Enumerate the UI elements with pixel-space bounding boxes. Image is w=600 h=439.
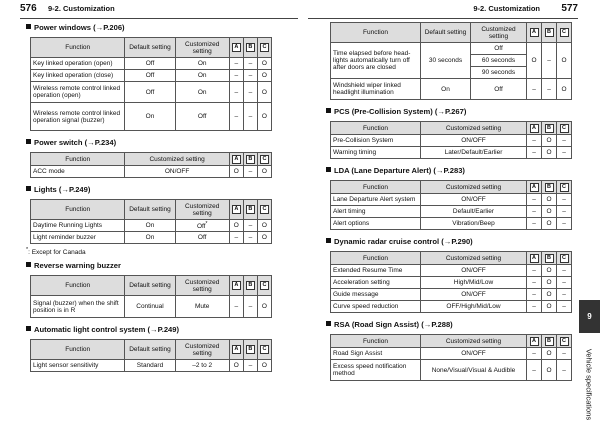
a-box-icon: A <box>232 281 241 290</box>
section-title: Dynamic radar cruise control (→P.290) <box>326 236 571 248</box>
table-header-row: Function Customized setting A B C <box>31 153 272 166</box>
a-box-icon: A <box>530 124 539 133</box>
a-box-icon: A <box>232 43 241 52</box>
table-row: Light reminder buzzer On Off – – O <box>31 232 272 244</box>
chapter-side-tab <box>579 300 600 439</box>
table-row: Pre-Collision System ON/OFF – O – <box>331 135 572 147</box>
power-windows-table <box>30 37 272 131</box>
c-box-icon: C <box>560 28 569 37</box>
table-row: Road Sign Assist ON/OFF – O – <box>331 348 572 360</box>
square-bullet-icon <box>26 139 31 144</box>
auto-light-table <box>30 339 272 372</box>
chapter-title: 9-2. Customization <box>473 4 540 13</box>
square-bullet-icon <box>326 108 331 113</box>
b-box-icon: B <box>246 155 255 164</box>
right-column <box>330 22 571 387</box>
b-box-icon: B <box>246 281 255 290</box>
c-box-icon: C <box>560 124 569 133</box>
headlights-table <box>330 22 572 100</box>
section-title: RSA (Road Sign Assist) (→P.288) <box>326 319 571 331</box>
table-row: Wireless remote control linked operation (open) Off On – – O <box>31 82 272 103</box>
chapter-title: 9-2. Customization <box>48 4 115 13</box>
right-page-header <box>308 0 578 19</box>
table-row: Time elapsed before head-lights automatically turn off after doors are closed 30 seconds Off O – O <box>331 43 572 55</box>
section-title: Reverse warning buzzer <box>26 260 272 272</box>
c-box-icon: C <box>260 155 269 164</box>
table-row: ACC mode ON/OFF O – O <box>31 166 272 178</box>
table-row: Alert timing Default/Earlier – O – <box>331 206 572 218</box>
reverse-buzzer-table <box>30 275 272 318</box>
c-box-icon: C <box>260 205 269 214</box>
table-row: Light sensor sensitivity Standard –2 to 2 O – O <box>31 360 272 372</box>
table-row: Guide message ON/OFF – O – <box>331 289 572 301</box>
square-bullet-icon <box>26 186 31 191</box>
b-box-icon: B <box>246 205 255 214</box>
table-row: 60 seconds <box>331 55 572 67</box>
table-row: Key linked operation (open) Off On – – O <box>31 58 272 70</box>
table-row: Extended Resume Time ON/OFF – O – <box>331 265 572 277</box>
section-title: Lights (→P.249) <box>26 184 272 196</box>
table-row: Wireless remote control linked operation signal (buzzer) On Off – – O <box>31 103 272 131</box>
table-header-row: Function Default setting Customized setting A B C <box>31 276 272 296</box>
page-number: 576 <box>20 3 37 14</box>
table-header-row: Function Default setting Customized setting A B C <box>331 23 572 43</box>
b-box-icon: B <box>545 337 554 346</box>
table-row: Lane Departure Alert system ON/OFF – O – <box>331 194 572 206</box>
table-row: Curve speed reduction OFF/High/Mid/Low – O – <box>331 301 572 313</box>
chapter-number: 9 <box>579 300 600 333</box>
footnote: *: Except for Canada <box>26 247 86 257</box>
section-title: Power windows (→P.206) <box>26 22 272 34</box>
c-box-icon: C <box>260 281 269 290</box>
square-bullet-icon <box>26 262 31 267</box>
square-bullet-icon <box>326 167 331 172</box>
c-box-icon: C <box>560 183 569 192</box>
table-row: Warning timing Later/Default/Earlier – O – <box>331 147 572 159</box>
table-row: Signal (buzzer) when the shift position is in R Continual Mute – – O <box>31 296 272 318</box>
radar-cruise-table <box>330 251 572 313</box>
b-box-icon: B <box>545 28 554 37</box>
table-header-row: Function Customized setting A B C <box>331 181 572 194</box>
square-bullet-icon <box>326 321 331 326</box>
table-header-row: Function Default setting Customized setting A B C <box>31 340 272 360</box>
a-box-icon: A <box>232 205 241 214</box>
left-column <box>26 22 272 378</box>
table-row: Acceleration setting High/Mid/Low – O – <box>331 277 572 289</box>
c-box-icon: C <box>560 254 569 263</box>
a-box-icon: A <box>530 337 539 346</box>
section-title: PCS (Pre-Collision System) (→P.267) <box>326 106 571 118</box>
table-header-row: Function Customized setting A B C <box>331 252 572 265</box>
section-title: Power switch (→P.234) <box>26 137 272 149</box>
left-page-header <box>20 0 298 19</box>
b-box-icon: B <box>246 345 255 354</box>
a-box-icon: A <box>232 155 241 164</box>
table-row: Windshield wiper linked headlight illumination On Off – – O <box>331 79 572 100</box>
a-box-icon: A <box>530 254 539 263</box>
power-switch-table <box>30 152 272 178</box>
page-number: 577 <box>561 3 578 14</box>
lights-table <box>30 199 272 244</box>
table-row: Daytime Running Lights On Off* O – O <box>31 220 272 232</box>
table-header-row: Function Default setting Customized setting A B C <box>31 200 272 220</box>
section-title: Automatic light control system (→P.249) <box>26 324 272 336</box>
square-bullet-icon <box>26 326 31 331</box>
b-box-icon: B <box>545 124 554 133</box>
a-box-icon: A <box>530 183 539 192</box>
rsa-table <box>330 334 572 381</box>
b-box-icon: B <box>246 43 255 52</box>
b-box-icon: B <box>545 254 554 263</box>
a-box-icon: A <box>232 345 241 354</box>
c-box-icon: C <box>260 345 269 354</box>
c-box-icon: C <box>560 337 569 346</box>
c-box-icon: C <box>260 43 269 52</box>
table-header-row: Function Customized setting A B C <box>331 335 572 348</box>
table-row: Excess speed notification method None/Visual/Visual & Audible – O – <box>331 360 572 381</box>
b-box-icon: B <box>545 183 554 192</box>
section-title: LDA (Lane Departure Alert) (→P.283) <box>326 165 571 177</box>
chapter-label: Vehicle specifications <box>584 348 594 421</box>
square-bullet-icon <box>26 24 31 29</box>
pcs-table <box>330 121 572 159</box>
table-header-row: Function Default setting Customized setting A B C <box>31 38 272 58</box>
table-row: Key linked operation (close) Off On – – O <box>31 70 272 82</box>
table-row: Alert options Vibration/Beep – O – <box>331 218 572 230</box>
table-header-row: Function Customized setting A B C <box>331 122 572 135</box>
lda-table <box>330 180 572 230</box>
square-bullet-icon <box>326 238 331 243</box>
a-box-icon: A <box>530 28 539 37</box>
table-row: 90 seconds <box>331 67 572 79</box>
